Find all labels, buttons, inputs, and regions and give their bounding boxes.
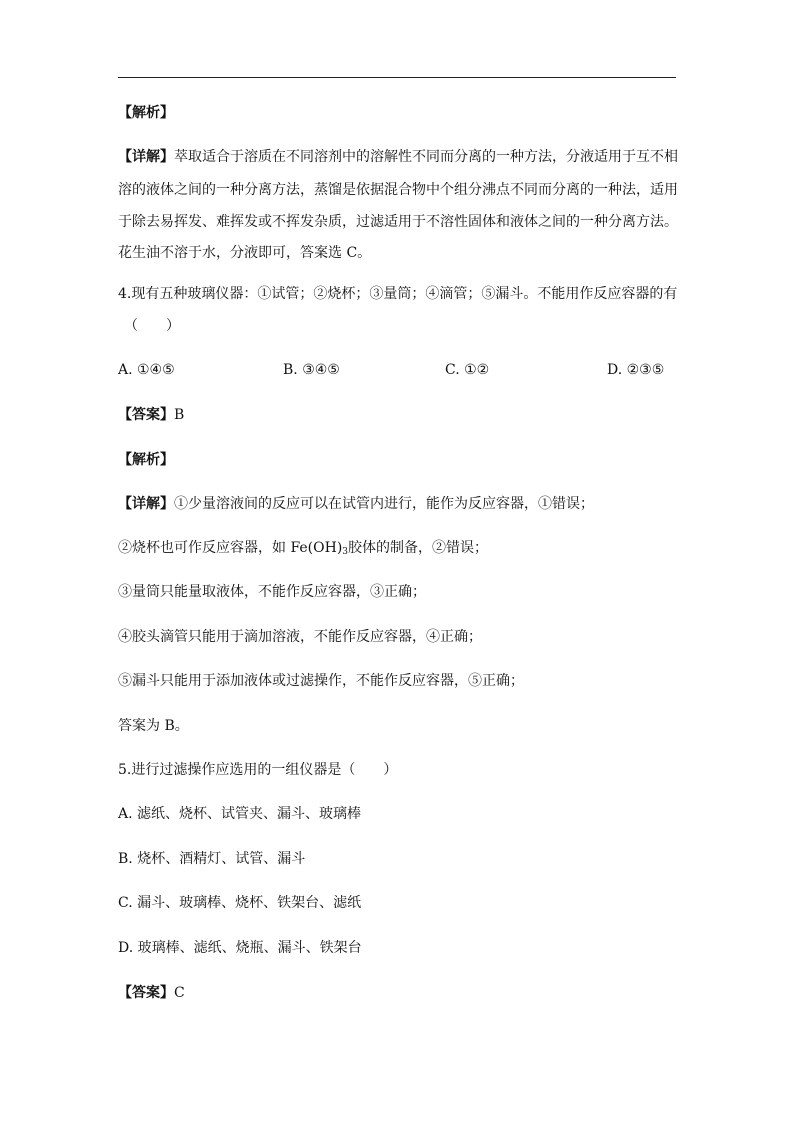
- q4-detail-text-2b: 胶体的制备，②错误；: [348, 540, 489, 556]
- q4-conclusion: 答案为 B。: [118, 718, 189, 734]
- q5-stem: 5.进行过滤操作应选用的一组仪器是（ ）: [118, 762, 398, 778]
- q5-option-c: C. 漏斗、玻璃棒、烧杯、铁架台、滤纸: [118, 895, 362, 911]
- q3-detail-line-3: 于除去易挥发、难挥发或不挥发杂质，过滤适用于不溶性固体和液体之间的一种分离方法。: [118, 214, 678, 230]
- q5-answer: [118, 983, 185, 1003]
- q4-stem-line-1: 4.现有五种玻璃仪器：①试管；②烧杯；③量筒；④滴管；⑤漏斗。不能用作反应容器的有: [118, 286, 678, 302]
- q4-detail-line-1: [118, 494, 594, 514]
- q4-analysis-heading: 【解析】: [118, 452, 174, 468]
- q4-option-d: D. ②③⑤: [607, 362, 665, 378]
- q5-answer-value: C: [174, 985, 185, 1001]
- q4-detail-line-4: ④胶头滴管只能用于滴加溶液，不能作反应容器，④正确；: [118, 629, 482, 645]
- q3-detail-line-4: 花生油不溶于水，分液即可，答案选 C。: [118, 245, 372, 261]
- q3-detail-line-1: [118, 147, 678, 167]
- header-rule: [118, 77, 676, 78]
- q4-option-b: B. ③④⑤: [283, 362, 340, 378]
- q4-answer-label: 【答案】: [118, 407, 174, 423]
- q3-detail-label: 【详解】: [118, 149, 174, 165]
- q3-detail-line-2: 溶的液体之间的一种分离方法，蒸馏是依据混合物中个组分沸点不同而分离的一种法，适用: [118, 182, 678, 198]
- q3-detail-text-1: 萃取适合于溶质在不同溶剂中的溶解性不同而分离的一种方法，分液适用于互不相: [174, 149, 678, 165]
- q4-option-a: A. ①④⑤: [118, 362, 175, 378]
- q5-answer-label: 【答案】: [118, 985, 174, 1001]
- q4-detail-line-5: ⑤漏斗只能用于添加液体或过滤操作，不能作反应容器，⑤正确；: [118, 673, 524, 689]
- q4-option-c: C. ①②: [445, 362, 490, 378]
- q4-detail-text-1: ①少量溶液间的反应可以在试管内进行，能作为反应容器，①错误；: [174, 496, 594, 512]
- q4-detail-line-2: [118, 538, 488, 558]
- q5-option-b: B. 烧杯、酒精灯、试管、漏斗: [118, 851, 306, 867]
- q4-detail-subscript: 3: [342, 547, 349, 557]
- q3-analysis-heading: 【解析】: [118, 105, 174, 121]
- q4-detail-text-2a: ②烧杯也可作反应容器，如 Fe(OH): [118, 540, 343, 556]
- q4-answer-value: B: [174, 407, 185, 423]
- q5-option-d: D. 玻璃棒、滤纸、烧瓶、漏斗、铁架台: [118, 940, 362, 956]
- q4-answer: [118, 405, 184, 425]
- q4-detail-line-3: ③量筒只能量取液体，不能作反应容器，③正确；: [118, 584, 426, 600]
- q4-detail-label: 【详解】: [118, 496, 174, 512]
- q5-option-a: A. 滤纸、烧杯、试管夹、漏斗、玻璃棒: [118, 806, 362, 822]
- q4-stem-line-2: （ ）: [124, 318, 180, 334]
